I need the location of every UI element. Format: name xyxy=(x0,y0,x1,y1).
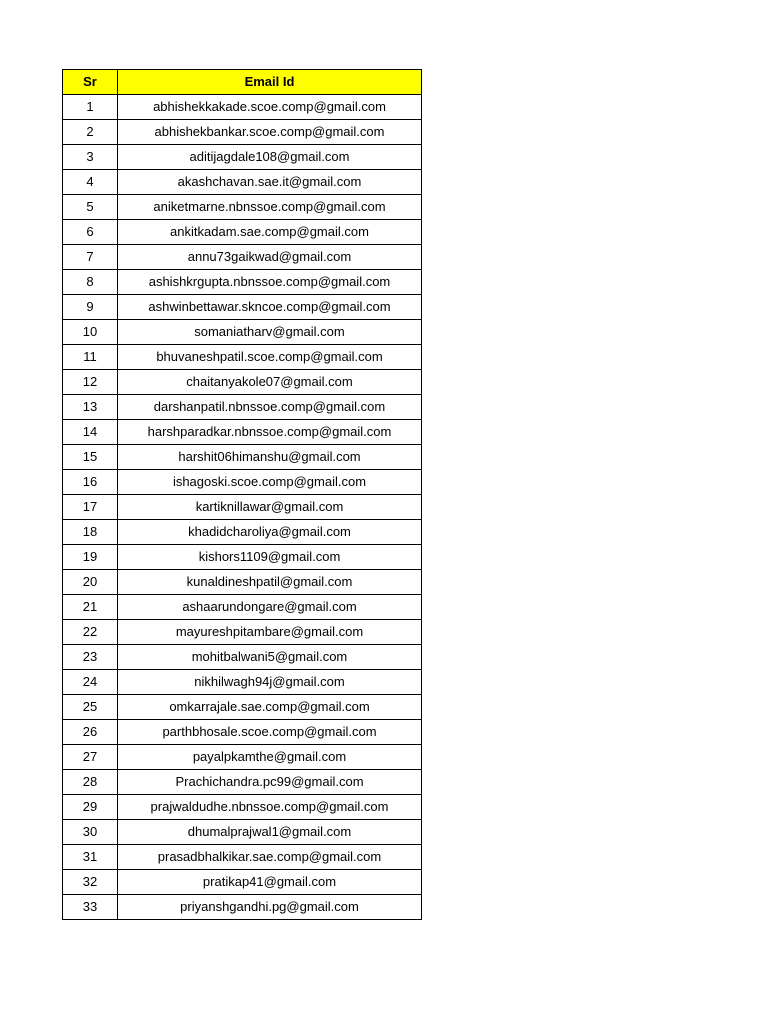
email-cell: Prachichandra.pc99@gmail.com xyxy=(118,770,422,795)
sr-cell: 20 xyxy=(63,570,118,595)
sr-cell: 5 xyxy=(63,195,118,220)
email-cell: ashwinbettawar.skncoe.comp@gmail.com xyxy=(118,295,422,320)
table-row xyxy=(63,345,422,370)
email-cell: ankitkadam.sae.comp@gmail.com xyxy=(118,220,422,245)
sr-cell: 8 xyxy=(63,270,118,295)
sr-cell: 28 xyxy=(63,770,118,795)
table-row xyxy=(63,745,422,770)
sr-cell: 6 xyxy=(63,220,118,245)
table-row xyxy=(63,595,422,620)
sr-cell: 7 xyxy=(63,245,118,270)
email-cell: abhishekbankar.scoe.comp@gmail.com xyxy=(118,120,422,145)
sr-cell: 2 xyxy=(63,120,118,145)
table-row xyxy=(63,795,422,820)
sr-cell: 24 xyxy=(63,670,118,695)
email-cell: ashaarundongare@gmail.com xyxy=(118,595,422,620)
sr-cell: 16 xyxy=(63,470,118,495)
table-row xyxy=(63,145,422,170)
sr-cell: 19 xyxy=(63,545,118,570)
table-row xyxy=(63,670,422,695)
email-cell: pratikap41@gmail.com xyxy=(118,870,422,895)
email-cell: ishagoski.scoe.comp@gmail.com xyxy=(118,470,422,495)
email-cell: kishors1109@gmail.com xyxy=(118,545,422,570)
table-row xyxy=(63,170,422,195)
sr-cell: 26 xyxy=(63,720,118,745)
header-row xyxy=(63,70,422,95)
sr-cell: 27 xyxy=(63,745,118,770)
email-cell: abhishekkakade.scoe.comp@gmail.com xyxy=(118,95,422,120)
table-row xyxy=(63,495,422,520)
sr-cell: 31 xyxy=(63,845,118,870)
sr-cell: 29 xyxy=(63,795,118,820)
email-cell: prajwaldudhe.nbnssoe.comp@gmail.com xyxy=(118,795,422,820)
email-table xyxy=(62,69,422,920)
table-row xyxy=(63,845,422,870)
table-row xyxy=(63,470,422,495)
table-body xyxy=(63,95,422,920)
email-cell: parthbhosale.scoe.comp@gmail.com xyxy=(118,720,422,745)
sr-cell: 23 xyxy=(63,645,118,670)
email-cell: mayureshpitambare@gmail.com xyxy=(118,620,422,645)
email-cell: annu73gaikwad@gmail.com xyxy=(118,245,422,270)
sr-cell: 18 xyxy=(63,520,118,545)
email-cell: dhumalprajwal1@gmail.com xyxy=(118,820,422,845)
table-row xyxy=(63,695,422,720)
email-cell: aditijagdale108@gmail.com xyxy=(118,145,422,170)
email-cell: harshit06himanshu@gmail.com xyxy=(118,445,422,470)
email-cell: kartiknillawar@gmail.com xyxy=(118,495,422,520)
table-row xyxy=(63,295,422,320)
table-row xyxy=(63,520,422,545)
email-cell: somaniatharv@gmail.com xyxy=(118,320,422,345)
email-cell: kunaldineshpatil@gmail.com xyxy=(118,570,422,595)
email-cell: akashchavan.sae.it@gmail.com xyxy=(118,170,422,195)
sr-cell: 25 xyxy=(63,695,118,720)
sr-cell: 30 xyxy=(63,820,118,845)
table-row xyxy=(63,220,422,245)
sr-cell: 12 xyxy=(63,370,118,395)
sr-cell: 10 xyxy=(63,320,118,345)
sr-cell: 15 xyxy=(63,445,118,470)
sr-cell: 4 xyxy=(63,170,118,195)
email-cell: nikhilwagh94j@gmail.com xyxy=(118,670,422,695)
email-cell: aniketmarne.nbnssoe.comp@gmail.com xyxy=(118,195,422,220)
email-cell: harshparadkar.nbnssoe.comp@gmail.com xyxy=(118,420,422,445)
table-row xyxy=(63,570,422,595)
email-cell: mohitbalwani5@gmail.com xyxy=(118,645,422,670)
table-row xyxy=(63,95,422,120)
header-email-id: Email Id xyxy=(118,70,422,95)
email-cell: darshanpatil.nbnssoe.comp@gmail.com xyxy=(118,395,422,420)
table-row xyxy=(63,320,422,345)
sr-cell: 13 xyxy=(63,395,118,420)
sr-cell: 17 xyxy=(63,495,118,520)
table-row xyxy=(63,870,422,895)
sr-cell: 33 xyxy=(63,895,118,920)
sr-cell: 3 xyxy=(63,145,118,170)
sr-cell: 14 xyxy=(63,420,118,445)
table-row xyxy=(63,895,422,920)
table-row xyxy=(63,420,422,445)
sr-cell: 22 xyxy=(63,620,118,645)
table-row xyxy=(63,620,422,645)
email-cell: priyanshgandhi.pg@gmail.com xyxy=(118,895,422,920)
email-cell: bhuvaneshpatil.scoe.comp@gmail.com xyxy=(118,345,422,370)
sr-cell: 11 xyxy=(63,345,118,370)
sr-cell: 21 xyxy=(63,595,118,620)
table-row xyxy=(63,370,422,395)
table-row xyxy=(63,820,422,845)
email-cell: omkarrajale.sae.comp@gmail.com xyxy=(118,695,422,720)
email-cell: ashishkrgupta.nbnssoe.comp@gmail.com xyxy=(118,270,422,295)
email-cell: khadidcharoliya@gmail.com xyxy=(118,520,422,545)
table-row xyxy=(63,770,422,795)
table-row xyxy=(63,245,422,270)
sr-cell: 32 xyxy=(63,870,118,895)
table-row xyxy=(63,545,422,570)
sr-cell: 9 xyxy=(63,295,118,320)
email-cell: prasadbhalkikar.sae.comp@gmail.com xyxy=(118,845,422,870)
sr-cell: 1 xyxy=(63,95,118,120)
table-row xyxy=(63,270,422,295)
table-row xyxy=(63,720,422,745)
table-row xyxy=(63,645,422,670)
email-cell: payalpkamthe@gmail.com xyxy=(118,745,422,770)
header-sr: Sr xyxy=(63,70,118,95)
table-row xyxy=(63,395,422,420)
table-row xyxy=(63,195,422,220)
table-row xyxy=(63,445,422,470)
email-cell: chaitanyakole07@gmail.com xyxy=(118,370,422,395)
table-row xyxy=(63,120,422,145)
